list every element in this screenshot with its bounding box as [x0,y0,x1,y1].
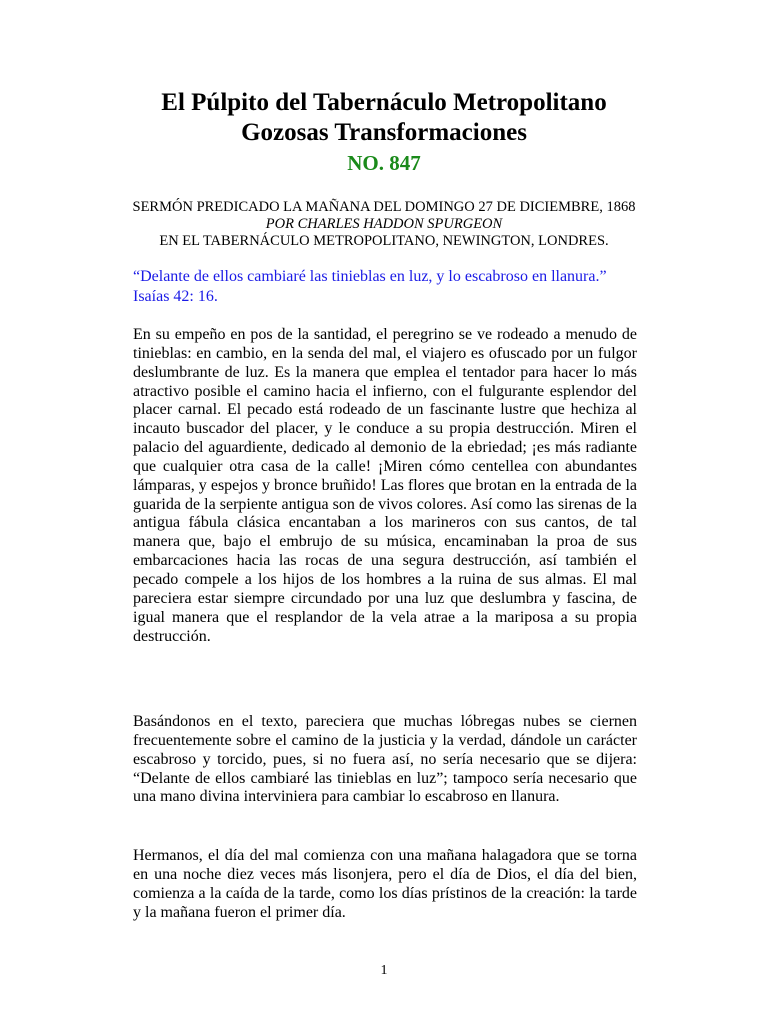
sermon-author-line: POR CHARLES HADDON SPURGEON [265,216,503,232]
sermon-series-title: El Púlpito del Tabernáculo Metropolitano [161,89,607,116]
sermon-date-line: SERMÓN PREDICADO LA MAÑANA DEL DOMINGO 27 DE DICIEMBRE, 1868 [132,199,636,215]
scripture-reference: Isaías 42: 16. [133,288,218,305]
sermon-title: Gozosas Transformaciones [241,119,527,146]
scripture-quote [133,267,638,307]
body-paragraph: Hermanos, el día del mal comienza con una mañana halagadora que se torna en una noche diez veces más lisonjera, pero el día de Dios, el día del bien, comienza a la caída de la tarde, como los días prístinos de la creación: la tarde y la mañana fueron el primer día. [133,847,637,921]
scripture-quote-text: “Delante de ellos cambiaré las tinieblas en luz, y lo escabroso en llanura.” [133,268,607,285]
sermon-number: NO. 847 [347,151,421,175]
body-paragraph: En su empeño en pos de la santidad, el peregrino se ve rodeado a menudo de tinieblas: en cambio, en la senda del mal, el viajero es ofuscado por un fulgor deslumbrante de luz. Es la manera que emplea el tentador para hacer lo más atractivo posible el camino hacia el infierno, con el fulgurante esplendor del placer carnal. El pecado está rodeado de un fascinante lustre que hechiza al incauto buscador del placer, y le conduce a su propia destrucción. Miren el palacio del aguardiente, dedicado al demonio de la ebriedad; ¡es más radiante que cualquier otra casa de la calle! ¡Miren cómo centellea con abundantes lámparas, y espejos y bronce bruñido! Las flores que brotan en la entrada de la guarida de la serpiente antigua son de vivos colores. Así como las sirenas de la antigua fábula clásica encantaban a los marineros con sus cantos, de tal manera que, bajo el embrujo de su música, encaminaban la proa de sus embarcaciones hacia las rocas de una segura destrucción, así también el pecado compele a los hijos de los hombres a la ruina de sus almas. El mal pareciera estar siempre circundado por una luz que deslumbra y fascina, de igual manera que el resplandor de la vela atrae a la mariposa a su propia destrucción. [133,326,637,645]
body-paragraph: Basándonos en el texto, pareciera que muchas lóbregas nubes se ciernen frecuentemente sobre el camino de la justicia y la verdad, dándole un carácter escabroso y torcido, pues, si no fuera así, no sería necesario que se dijera: “Delante de ellos cambiaré las tinieblas en luz”; tampoco sería necesario que una mano divina interviniera para cambiar lo escabroso en llanura. [133,713,637,806]
page-number: 1 [380,963,388,978]
sermon-location-line: EN EL TABERNÁCULO METROPOLITANO, NEWINGTON, LONDRES. [159,233,609,249]
